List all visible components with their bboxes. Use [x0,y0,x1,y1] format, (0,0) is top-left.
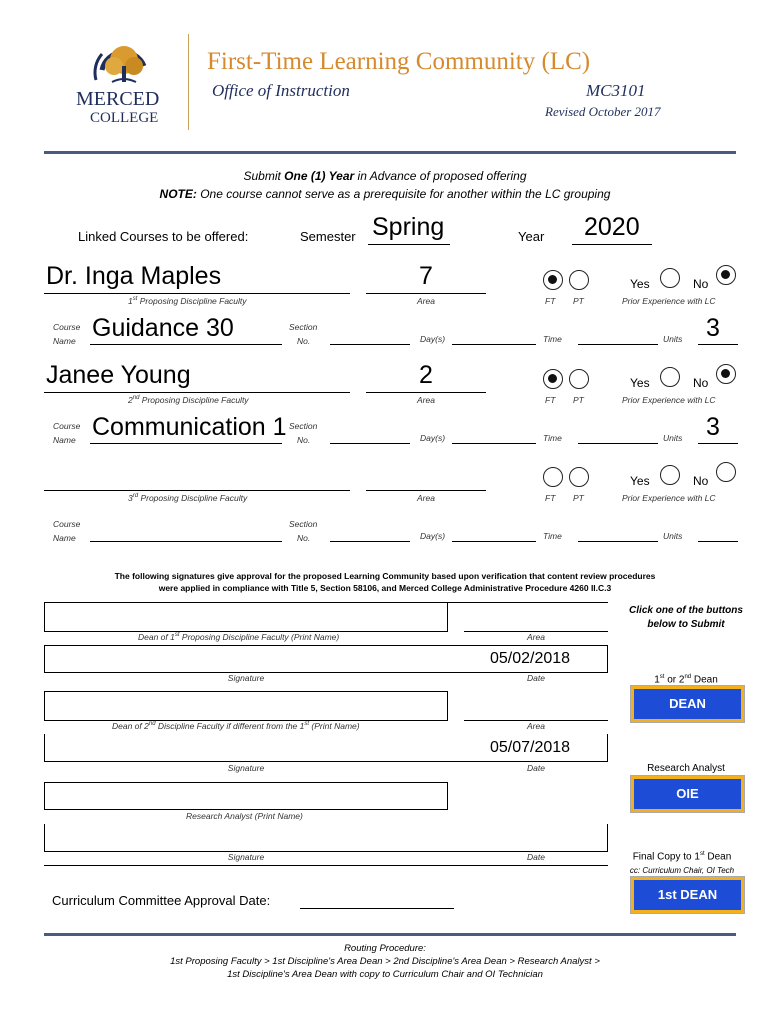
faculty-2-ft-label: FT [545,395,556,405]
final-copy-caption: Final Copy to 1st Dean [632,851,732,863]
dean1-name-field[interactable] [44,602,448,632]
faculty-3-prior-label: Prior Experience with LC [622,493,716,503]
analyst-signature-label: Signature [227,852,265,862]
dean2-date-label: Date [527,763,545,773]
first-dean-submit-button[interactable]: 1st DEAN [631,877,744,913]
logo-text-merced: MERCED [76,88,160,110]
semester-label: Semester [300,229,356,244]
faculty-2-units-field[interactable]: 3 [706,413,720,441]
faculty-2-pt-radio[interactable] [569,369,589,389]
faculty-3-days-label: Day(s) [420,531,446,541]
research-analyst-caption: Research Analyst [647,763,725,774]
faculty-1-pt-label: PT [573,296,584,306]
faculty-3-area-label: Area [417,493,435,503]
faculty-2-no-radio[interactable] [716,364,736,384]
dean1-signature-label: Signature [227,673,265,683]
faculty-1-section-field[interactable] [330,344,410,345]
header-divider [188,34,189,130]
cc-caption: cc: Curriculum Chair, OI Tech [629,866,735,875]
dean2-signature-label: Signature [227,763,265,773]
dean-caption: 1st or 2nd Dean [654,674,718,686]
faculty-2-pt-label: PT [573,395,584,405]
faculty-1-days-label: Day(s) [420,334,446,344]
faculty-1-pt-radio[interactable] [569,270,589,290]
page-title: First-Time Learning Community (LC) [207,48,591,75]
routing-title: Routing Procedure: [344,943,426,954]
faculty-3-ft-label: FT [545,493,556,503]
faculty-1-role-label: 1st Proposing Discipline Faculty [128,296,247,306]
semester-field[interactable]: Spring [372,213,445,241]
faculty-3-time-field[interactable] [578,541,658,542]
dean2-date-field[interactable]: 05/07/2018 [490,739,571,756]
dean1-date-field[interactable]: 05/02/2018 [490,650,571,667]
faculty-1-units-label: Units [663,334,683,344]
dean2-area-label: Area [527,721,545,731]
faculty-1-course-label: Course Name [53,322,81,346]
faculty-2-yes-radio[interactable] [660,367,680,387]
year-field[interactable]: 2020 [584,213,640,241]
dean1-name-label: Dean of 1st Proposing Discipline Faculty (Print Name) [138,632,340,642]
faculty-1-days-field[interactable] [452,344,536,345]
faculty-2-area-field[interactable]: 2 [419,361,433,389]
committee-approval-label: Curriculum Committee Approval Date: [52,893,271,908]
faculty-3-ft-radio[interactable] [543,467,563,487]
faculty-2-days-field[interactable] [452,443,536,444]
office-subtitle: Office of Instruction [212,81,350,100]
logo-text-college: COLLEGE [90,110,159,126]
faculty-1-prior-label: Prior Experience with LC [622,296,716,306]
dean1-date-label: Date [527,673,545,683]
faculty-3-section-label: Section No. [289,519,318,543]
year-label: Year [518,229,545,244]
dean2-name-label: Dean of 2nd Discipline Faculty if different from the 1st (Print Name) [112,721,360,731]
committee-approval-date-field[interactable] [300,908,454,909]
oie-submit-button[interactable]: OIE [631,776,744,812]
faculty-2-name-field[interactable]: Janee Young [46,361,191,389]
faculty-3-no-radio[interactable] [716,462,736,482]
faculty-3-time-label: Time [543,531,562,541]
faculty-1-time-label: Time [543,334,562,344]
faculty-3-course-label: Course Name [53,519,81,543]
faculty-3-pt-radio[interactable] [569,467,589,487]
faculty-2-prior-label: Prior Experience with LC [622,395,716,405]
form-number: MC3101 [586,81,646,100]
faculty-1-no-label: No [693,277,709,291]
analyst-name-label: Research Analyst (Print Name) [186,811,303,821]
faculty-1-ft-label: FT [545,296,556,306]
faculty-2-units-label: Units [663,433,683,443]
faculty-2-time-label: Time [543,433,562,443]
dean-submit-button[interactable]: DEAN [631,686,744,722]
faculty-2-role-label: 2nd Proposing Discipline Faculty [128,395,249,405]
faculty-3-yes-radio[interactable] [660,465,680,485]
faculty-3-no-label: No [693,474,709,488]
analyst-date-label: Date [527,852,545,862]
faculty-3-yes-label: Yes [630,474,650,488]
faculty-1-time-field[interactable] [578,344,658,345]
faculty-1-units-field[interactable]: 3 [706,314,720,342]
faculty-2-no-label: No [693,376,709,390]
faculty-2-time-field[interactable] [578,443,658,444]
revised-date: Revised October 2017 [545,104,661,119]
faculty-2-course-name-field[interactable]: Communication 1 [92,413,287,441]
analyst-signature-field[interactable] [44,824,608,852]
dean2-name-field[interactable] [44,691,448,721]
header-rule [44,151,736,154]
faculty-1-name-field[interactable]: Dr. Inga Maples [46,262,222,290]
faculty-2-course-label: Course Name [53,421,81,445]
analyst-name-field[interactable] [44,782,448,810]
routing-line-1: 1st Proposing Faculty > 1st Discipline's Area Dean > 2nd Discipline's Area Dean > Research Analyst > [170,956,600,967]
merced-college-logo [72,32,172,132]
faculty-3-days-field[interactable] [452,541,536,542]
faculty-2-section-field[interactable] [330,443,410,444]
approval-text-1: The following signatures give approval for the proposed Learning Community based upon verification that content review procedures [114,571,656,581]
faculty-3-pt-label: PT [573,493,584,503]
footer-rule [44,933,736,936]
faculty-1-course-name-field[interactable]: Guidance 30 [92,314,234,342]
dean1-area-label: Area [527,632,545,642]
faculty-1-section-label: Section No. [289,322,318,346]
faculty-1-ft-radio[interactable] [543,270,563,290]
faculty-1-area-field[interactable]: 7 [419,262,433,290]
dean1-area-field[interactable] [464,602,608,632]
submit-instructions: Click one of the buttons below to Submit [629,605,743,630]
faculty-1-yes-label: Yes [630,277,650,291]
faculty-3-section-field[interactable] [330,541,410,542]
faculty-2-section-label: Section No. [289,421,318,445]
faculty-1-no-radio[interactable] [716,265,736,285]
faculty-3-units-label: Units [663,531,683,541]
faculty-2-area-label: Area [417,395,435,405]
faculty-1-yes-radio[interactable] [660,268,680,288]
faculty-2-ft-radio[interactable] [543,369,563,389]
routing-line-2: 1st Discipline's Area Dean with copy to Curriculum Chair and OI Technician [227,969,543,980]
faculty-1-area-label: Area [417,296,435,306]
faculty-3-role-label: 3rd Proposing Discipline Faculty [128,493,248,503]
prerequisite-note: NOTE: One course cannot serve as a prerequisite for another within the LC grouping [159,187,611,201]
linked-courses-label: Linked Courses to be offered: [78,229,249,244]
submit-note: Submit One (1) Year in Advance of proposed offering [243,169,527,183]
faculty-2-days-label: Day(s) [420,433,446,443]
faculty-2-yes-label: Yes [630,376,650,390]
approval-text-2: were applied in compliance with Title 5, Section 58106, and Merced College Administrative Procedure 4260 II.C.3 [158,583,612,593]
